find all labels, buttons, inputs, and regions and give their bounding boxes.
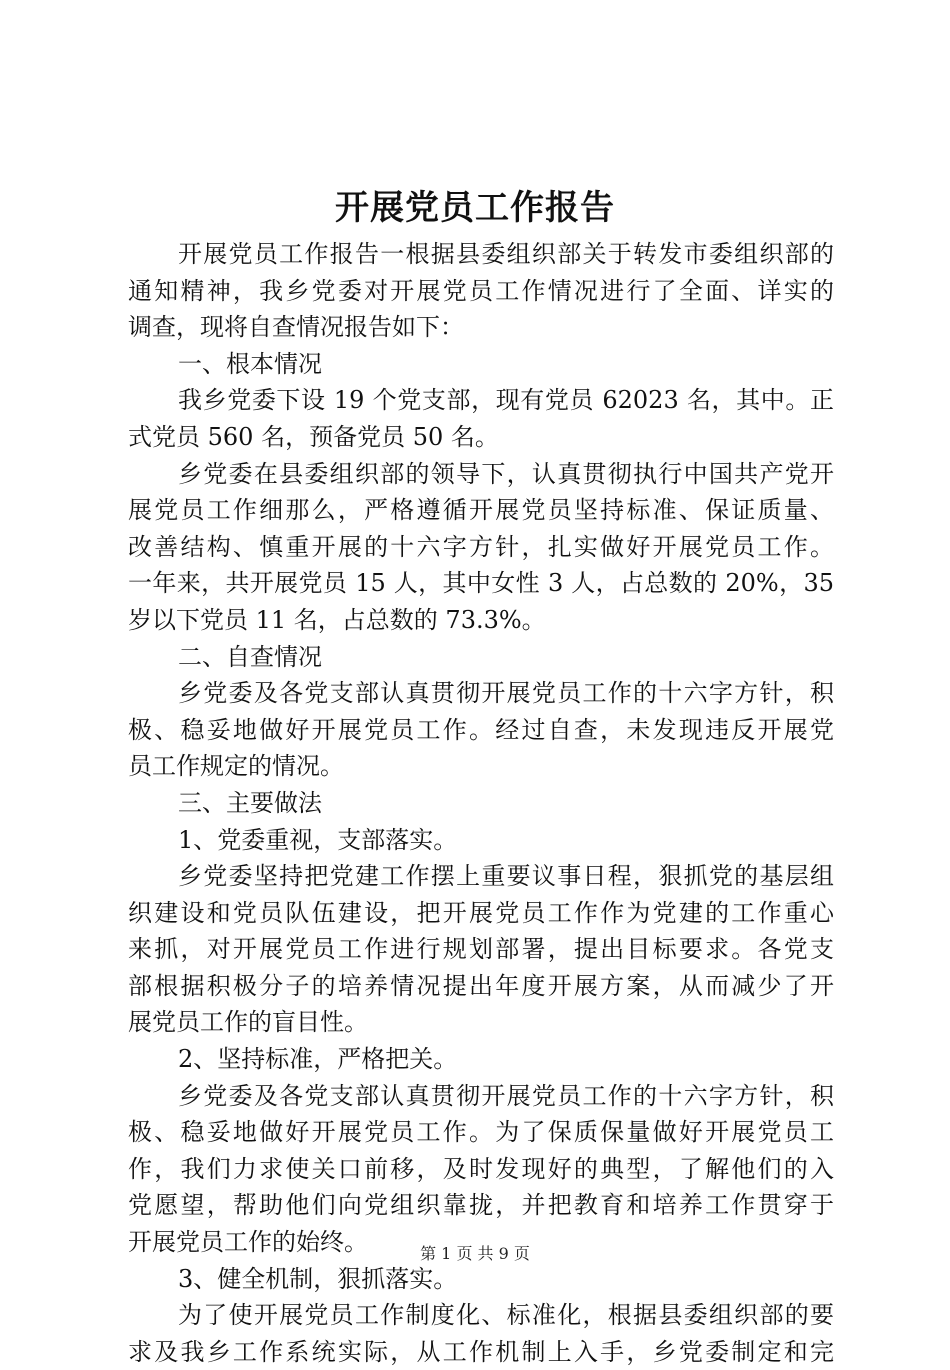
body-line: 部根据积极分子的培养情况提出年度开展方案，从而减少了开 (128, 971, 834, 1000)
body-line: 3、健全机制，狠抓落实。 (178, 1264, 458, 1293)
body-line: 三、主要做法 (178, 788, 322, 817)
body-line: 乡党委及各党支部认真贯彻开展党员工作的十六字方针，积 (178, 1081, 834, 1110)
body-line: 为了使开展党员工作制度化、标准化，根据县委组织部的要 (178, 1301, 834, 1330)
body-line: 一年来，共开展党员 15 人，其中女性 3 人，占总数的 20%，35 (128, 569, 834, 598)
body-line: 乡党委在县委组织部的领导下，认真贯彻执行中国共产党开 (178, 459, 834, 488)
body-line: 党愿望，帮助他们向党组织靠拢，并把教育和培养工作贯穿于 (128, 1191, 834, 1220)
body-line: 来抓，对开展党员工作进行规划部署，提出目标要求。各党支 (128, 935, 834, 964)
body-line: 极、稳妥地做好开展党员工作。经过自查，未发现违反开展党 (128, 715, 834, 744)
body-line: 调查，现将自查情况报告如下： (128, 313, 464, 342)
body-line: 岁以下党员 11 名，占总数的 73.3%。 (128, 605, 546, 634)
body-line: 求及我乡工作系统实际，从工作机制上入手，乡党委制定和完 (128, 1337, 834, 1366)
body-line: 2、坚持标准，严格把关。 (178, 1045, 458, 1074)
body-line: 展党员工作细那么，严格遵循开展党员坚持标准、保证质量、 (128, 496, 834, 525)
body-line: 1、党委重视，支部落实。 (178, 825, 458, 854)
body-line: 极、稳妥地做好开展党员工作。为了保质保量做好开展党员工 (128, 1118, 834, 1147)
body-line: 乡党委及各党支部认真贯彻开展党员工作的十六字方针，积 (178, 679, 834, 708)
body-line: 乡党委坚持把党建工作摆上重要议事日程，狠抓党的基层组 (178, 862, 834, 891)
document-body (128, 236, 834, 1370)
body-line: 式党员 560 名，预备党员 50 名。 (128, 422, 499, 451)
body-line: 二、自查情况 (178, 642, 322, 671)
body-line: 开展党员工作的始终。 (128, 1228, 368, 1257)
body-line: 织建设和党员队伍建设，把开展党员工作作为党建的工作重心 (128, 898, 834, 927)
body-line: 改善结构、慎重开展的十六字方针，扎实做好开展党员工作。 (128, 532, 834, 561)
body-line: 开展党员工作报告一根据县委组织部关于转发市委组织部的 (178, 240, 834, 268)
body-line: 我乡党委下设 19 个党支部，现有党员 62023 名，其中。正 (178, 386, 834, 415)
body-line: 通知精神，我乡党委对开展党员工作情况进行了全面、详实的 (128, 276, 834, 305)
document-title: 开展党员工作报告 (335, 188, 615, 228)
body-line: 作，我们力求使关口前移，及时发现好的典型，了解他们的入 (128, 1154, 834, 1183)
body-line: 员工作规定的情况。 (128, 752, 344, 781)
page-footer: 第 1 页 共 9 页 (420, 1244, 530, 1263)
body-line: 展党员工作的盲目性。 (128, 1008, 368, 1037)
body-line: 一、根本情况 (178, 349, 322, 378)
